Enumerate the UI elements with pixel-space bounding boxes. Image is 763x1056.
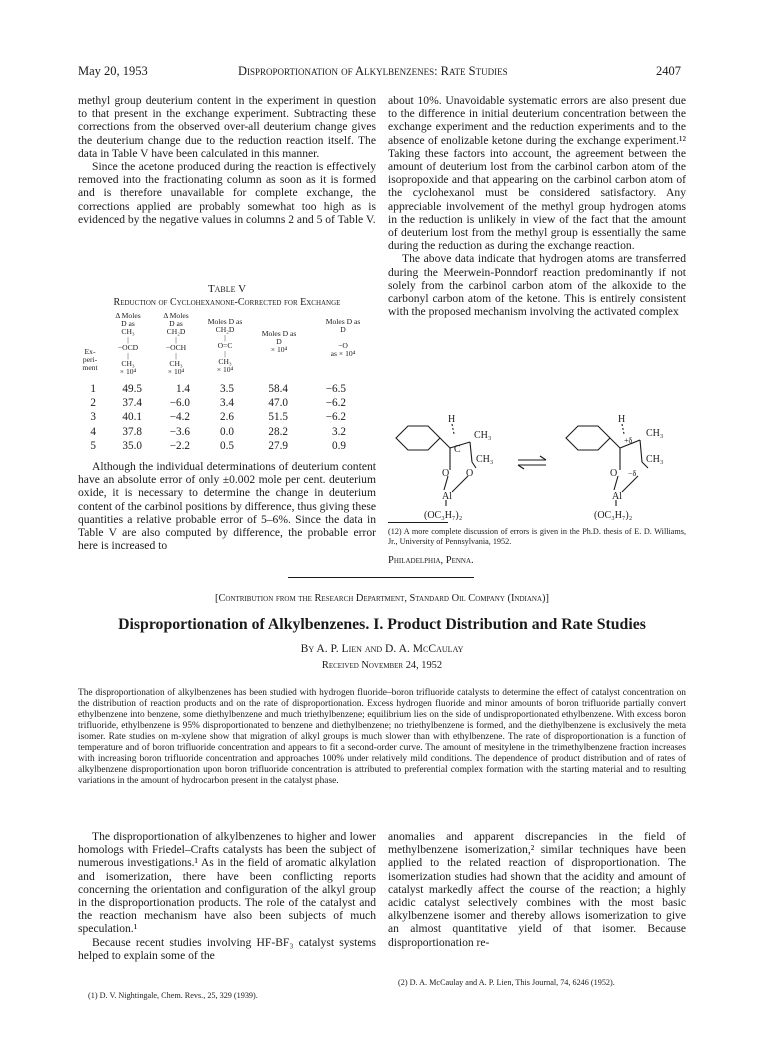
paragraph: Although the individual determinations of deuterium content have an absolute error of only ±0.002 mole per cent. deuterium oxide, it is necessary to determine the change in deuterium content of the carbinol positions by difference, thus giving these quantities a relative probable error of 5–6%. Since the data in Table V are also computed by difference, the probable error here is increased to	[78, 460, 376, 553]
table-cell: 49.5	[122, 383, 142, 396]
cyclohexane-ring	[396, 426, 440, 450]
table-column-headers	[78, 312, 376, 382]
activated-complex-scheme	[388, 410, 686, 525]
scheme-minus-delta: −δ	[628, 469, 637, 478]
cyclohexane-ring	[566, 426, 610, 450]
table-cell: 28.2	[268, 425, 288, 438]
scheme-oc3h7: (OC₃H₇)₂	[594, 510, 633, 521]
table-cell: 51.5	[268, 411, 288, 424]
table-cell: 4	[90, 425, 96, 438]
table-cell: 1	[90, 383, 96, 396]
location: Philadelphia, Penna.	[388, 555, 474, 566]
table-row	[80, 382, 350, 396]
running-title: Disproportionation of Alkylbenzenes: Rate Studies	[238, 64, 508, 78]
table-cell: −6.5	[325, 383, 346, 396]
table-cell: −6.2	[325, 397, 346, 410]
table-cell: 40.1	[122, 411, 142, 424]
scheme-ch3: CH₃	[646, 454, 664, 465]
scheme-oc3h7: (OC₃H₇)₂	[424, 510, 463, 521]
table-row	[80, 410, 350, 424]
paragraph: anomalies and apparent discrepancies in the field of methylbenzene isomerization,² similar techniques have been applied to the related reaction of disproportionation. The isomerization studies had shown that the acidity and amount of catalyst markedly affect the course of the reaction; a highly acidic catalyst selectively combines with the most basic alkylbenzene isomer and thereby allows isomerization to give an almost quantitative yield of that isomer. Because disproportionation re-	[388, 830, 686, 949]
table-cell: 3	[90, 411, 96, 424]
table-cell: 2	[90, 397, 96, 410]
footnote-2: (2) D. A. McCaulay and A. P. Lien, This Journal, 74, 6246 (1952).	[398, 978, 615, 987]
article-separator	[288, 577, 474, 578]
table-cell: 37.4	[122, 397, 142, 410]
table-cell: −2.2	[169, 439, 190, 452]
table-cell: 0.0	[220, 425, 234, 438]
table-cell: 47.0	[268, 397, 288, 410]
col-header-6: Moles D as D −O as × 10⁴	[325, 317, 361, 358]
table-caption: Reduction of Cyclohexanone-Corrected for Exchange	[113, 297, 341, 308]
paragraph: Because recent studies involving HF-BF₃ catalyst systems helped to explain some of the	[78, 935, 376, 962]
table-cell: 58.4	[268, 383, 288, 396]
scheme-ch3: CH₃	[474, 430, 492, 441]
footnote-12: (12) A more complete discussion of errors is given in the Ph.D. thesis of E. D. Williams, Jr., University of Pennsylvania, 1952.	[388, 527, 686, 546]
table-cell: 3.2	[332, 425, 346, 438]
scheme-h: H	[448, 414, 456, 425]
table-cell: −6.0	[169, 397, 190, 410]
abstract: The disproportionation of alkylbenzenes has been studied with hydrogen fluoride–boron trifluoride catalysts to determine the effect of catalyst concentration on the distribution of reaction products and on the rate of disproportionation. Excess hydrogen fluoride and minor amounts of boron trifluoride partially convert ethylbenzene into benzene, some diethylbenzene and much triethylbenzene; equilibrium lies on the side of undisproportionated ethylbenzene. With excess boron trifluoride, ethylbenzene is 95% disproportionated to benzene and diethylbenzene; no triethylbenzene is formed, and the diethylbenzene is exclusively the meta isomer. Rate studies on m-xylene show that migration of alkyl groups is much slower than with ethylbenzene. The rate of disproportionation is a function of temperature and of boron trifluoride concentration and appears to fit a second-order curve. The amount of mesitylene in the trimethylbenzene fraction increases with increasing boron trifluoride concentration and approaches 100% under relatively mild conditions. The dependence of product distribution and of rates of alkylbenzene disproportionation upon boron trifluoride concentration is attributed to preferential complex formation with the starting material and to resulting variations in the amount of hydrocarbon present in the catalyst phase.	[78, 688, 686, 786]
scheme-o: O	[442, 468, 450, 479]
table-cell: −3.6	[169, 425, 190, 438]
paragraph: methyl group deuterium content in the experiment in question to that present in the exchange experiment. Subtracting these corrections from the observed over-all deuterium change gives the deuterium change due to the reduction reaction itself. The data in Table V have been calculated in this manner.	[78, 94, 376, 160]
body-right-column	[388, 830, 686, 949]
table-cell: 3.5	[220, 383, 234, 396]
scheme-al: Al	[442, 491, 452, 502]
table-cell: 2.6	[220, 411, 234, 424]
article-title: Disproportionation of Alkylbenzenes. I. Product Distribution and Rate Studies	[118, 616, 646, 633]
right-column-top	[388, 94, 686, 318]
authors: By A. P. Lien and D. A. McCaulay	[300, 642, 464, 655]
scheme-plus-delta: +δ	[624, 436, 633, 445]
left-column-bottom	[78, 460, 376, 552]
table-row	[80, 425, 350, 439]
table-cell: −4.2	[169, 411, 190, 424]
paragraph: Since the acetone produced during the reaction is effectively removed into the fractionating column as soon as it is formed and is therefore unavailable for complete exchange, the corrections applied are probably somewhat too high as is evidenced by the negative values in columns 2 and 5 of Table V.	[78, 160, 376, 226]
left-column-top	[78, 94, 376, 226]
table-row	[80, 396, 350, 410]
contribution-line: [Contribution from the Research Department, Standard Oil Company (Indiana)]	[215, 593, 549, 604]
paragraph: The disproportionation of alkylbenzenes to higher and lower homologs with Friedel–Crafts catalysts has been the subject of numerous investigations.¹ As in the field of aromatic alkylation and isomerization, there have been conflicting reports concerning the orientation and configuration of the alkyl group in the disproportionation products. The role of the catalyst and the reaction mechanism have also been subjects of much speculation.¹	[78, 830, 376, 936]
scheme-ch3: CH₃	[476, 454, 494, 465]
scheme-h: H	[618, 414, 626, 425]
header-date: May 20, 1953	[78, 64, 148, 78]
scheme-o: O	[466, 468, 474, 479]
table-cell: −6.2	[325, 411, 346, 424]
scheme-o: O	[610, 468, 618, 479]
footnote-rule	[388, 522, 448, 523]
table-cell: 3.4	[220, 397, 234, 410]
paragraph: The above data indicate that hydrogen atoms are transferred during the Meerwein-Ponndorf reaction predominantly if not solely from the carbinol carbon atom of the alkoxide to the carbonyl carbon atom of the ketone. This is entirely consistent with the proposed mechanism involving the activated complex	[388, 252, 686, 319]
paragraph: about 10%. Unavoidable systematic errors are also present due to the difference in initial deuterium concentration between the exchange experiment and the reduction experiments and to the absence of enolizable ketone during the exchange experiment.¹² Taking these factors into account, the agreement between the amount of deuterium lost from the carbinol carbon atom of the isopropoxide and that appearing on the carbinol carbon atom of the cyclohexanol must be considered satisfactory. Any appreciable involvement of the methyl group hydrogen atoms in the reduction is unlikely in view of the fact that the amount of deuterium lost from the methyl group is essentially the same during the reduction as during the exchange reaction.	[388, 94, 686, 253]
col-header-3: Δ Moles D as CH₂D | −OCH | CH₃ × 10⁴	[163, 311, 189, 376]
table-cell: 0.5	[220, 439, 234, 452]
body-left-column	[78, 830, 376, 962]
col-header-5: Moles D as D × 10⁴	[261, 329, 297, 354]
table-v	[80, 382, 350, 453]
table-cell: 35.0	[122, 439, 142, 452]
table-cell: 1.4	[176, 383, 190, 396]
table-cell: 0.9	[332, 439, 346, 452]
col-header-2: Δ Moles D as CH₃ | −OCD | CH₃ × 10⁴	[115, 311, 141, 376]
received-date: Received November 24, 1952	[321, 660, 443, 671]
table-cell: 5	[90, 439, 96, 452]
col-header-4: Moles D as CH₂D | O=C | CH₃ × 10⁴	[207, 317, 243, 374]
table-label: Table V	[207, 283, 247, 295]
table-cell: 27.9	[268, 439, 288, 452]
table-cell: 37.8	[122, 425, 142, 438]
table-row	[80, 439, 350, 453]
footnote-1: (1) D. V. Nightingale, Chem. Revs., 25, 329 (1939).	[88, 991, 258, 1000]
scheme-ch3: CH₃	[646, 428, 664, 439]
scheme-c: C	[454, 444, 461, 455]
col-header-experiment: Ex- peri- ment	[82, 347, 98, 372]
page-number: 2407	[656, 64, 681, 78]
scheme-al: Al	[612, 491, 622, 502]
